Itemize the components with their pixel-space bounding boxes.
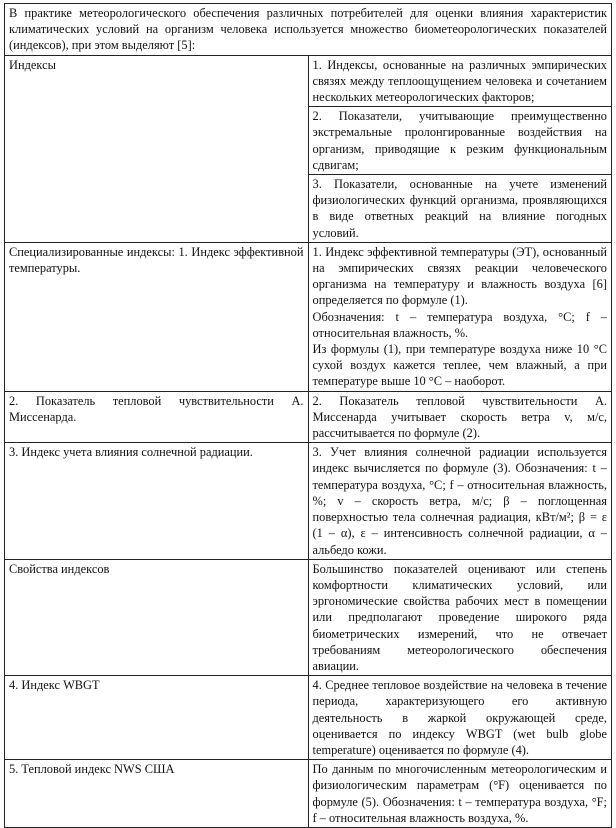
- effective-temp-desc-2: Обозначения: t – температура воздуха, °С; f – относительная влажность, %.: [312, 309, 607, 340]
- indices-label: Индексы: [9, 57, 56, 72]
- wbgt-desc-cell: [308, 676, 612, 760]
- wbgt-desc: 4. Среднее тепловое воздействие на человека в течение периода, характеризующего его активную деятельность в жаркой окружающей среде, оценивается по индексу WBGT (wet bulb globe temperature) оценивается по формуле (4).: [312, 678, 607, 757]
- solar-label: 3. Индекс учета влияния солнечной радиации.: [9, 445, 253, 460]
- indices-item-2: 2. Показатели, учитывающие преимущественно экстремальные пролонгированные воздействия на организм, приводящие к резким функциональным сдвигам;: [312, 109, 607, 172]
- table-row-solar: [5, 443, 612, 559]
- nws-desc: По данным по многочисленным метеорологическим и физиологическим параметрам (°F) оценивается по формуле (5). Обозначения: t – температура воздуха, °F; f – относительная влажность воздуха, %.: [312, 762, 607, 825]
- solar-desc: 3. Учет влияния солнечной радиации используется индекс вычисляется по формуле (3). Обозначения: t – температура воздуха, °С; f – относительная влажность, %; v – скорость ветра, м/с; β – поглощенная поверхностью тела солнечная радиация, кВт/м²; β = ε (1 – α), ε – интенсивность солнечной радиации, α – альбедо кожи.: [312, 445, 607, 557]
- properties-label-cell: [5, 559, 309, 675]
- properties-label: Свойства индексов: [9, 561, 110, 576]
- table-row-wbgt: [5, 676, 612, 760]
- indices-label-cell: [5, 55, 309, 242]
- indices-item-1: 1. Индексы, основанные на различных эмпирических связях между теплоощущением человека и сочетанием нескольких метеорологических факторов;: [312, 57, 607, 105]
- indices-item-2-cell: [308, 107, 612, 175]
- effective-temp-desc-1: 1. Индекс эффективной температуры (ЭТ), основанный на эмпирических связях реакции человеческого организма на температуру и влажность воздуха [6] определяется по формуле (1).: [312, 244, 607, 308]
- properties-desc: Большинство показателей оценивают или степень комфортности климатических условий, или эргономические свойства рабочих мест в помещении или предполагают проведение широкого ряда биометрических измерений, что не отвечает требованиям метеорологического обеспечения авиации.: [312, 561, 607, 673]
- missenard-label: 2. Показатель тепловой чувствительности А. Миссенарда.: [9, 393, 304, 424]
- table-row-indices: [5, 55, 612, 107]
- indices-table: [4, 3, 612, 828]
- table-row-intro: [5, 4, 612, 56]
- effective-temp-desc-3: Из формулы (1), при температуре воздуха ниже 10 °С сухой воздух кажется теплее, чем влажный, а при температуре выше 10 °С – наоборот.: [312, 342, 607, 389]
- missenard-desc: 2. Показатель тепловой чувствительности А. Миссенарда учитывает скорость ветра v, м/с, рассчитывается по формуле (2).: [312, 393, 607, 441]
- missenard-desc-cell: [308, 391, 612, 443]
- intro-text: В практике метеорологического обеспечения различных потребителей для оценки влияния характеристик климатических условий на организм человека используется множество биометеорологических показателей (индексов), при этом выделяют [5]:: [9, 6, 607, 53]
- table-row-effective-temp: [5, 242, 612, 391]
- missenard-label-cell: [5, 391, 309, 443]
- indices-item-3: 3. Показатели, основанные на учете изменений физиологических функций организма, проявляющихся в виде ответных реакций на влияние погодных условий.: [312, 177, 607, 240]
- document-page: [0, 3, 616, 825]
- table-row-missenard: [5, 391, 612, 443]
- properties-desc-cell: [308, 559, 612, 675]
- intro-cell: [5, 4, 612, 56]
- effective-temp-label: Специализированные индексы: 1. Индекс эффективной температуры.: [9, 244, 304, 276]
- wbgt-label: 4. Индекс WBGT: [9, 678, 100, 693]
- nws-desc-cell: [308, 760, 612, 828]
- nws-label-cell: [5, 760, 309, 828]
- effective-temp-desc-cell: [308, 242, 612, 391]
- indices-item-1-cell: [308, 55, 612, 107]
- nws-label: 5. Тепловой индекс NWS США: [9, 762, 175, 777]
- solar-label-cell: [5, 443, 309, 559]
- table-row-properties: [5, 559, 612, 675]
- effective-temp-label-cell: [5, 242, 309, 391]
- table-row-nws: [5, 760, 612, 828]
- solar-desc-cell: [308, 443, 612, 559]
- indices-item-3-cell: [308, 175, 612, 243]
- wbgt-label-cell: [5, 676, 309, 760]
